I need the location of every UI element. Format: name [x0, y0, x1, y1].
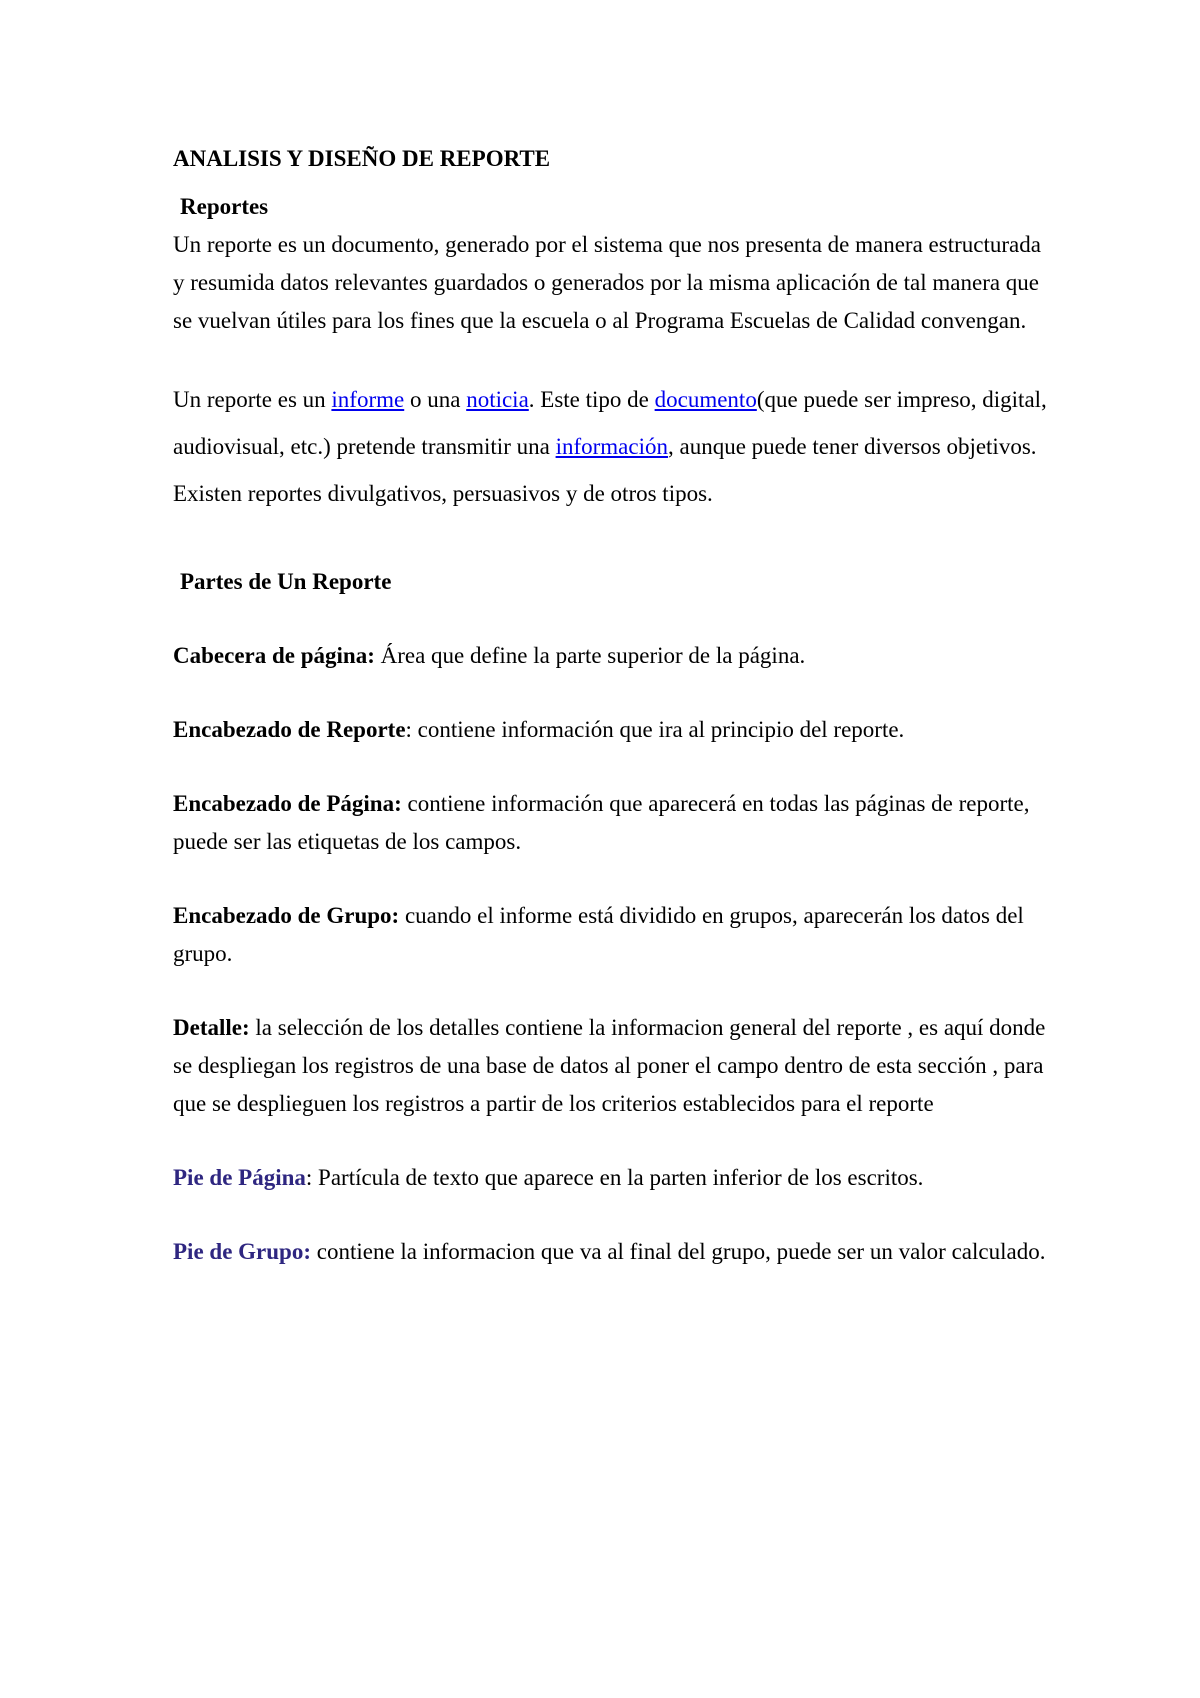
- definition-paragraph: [173, 376, 1053, 517]
- part-term: Pie de Página: [173, 1165, 306, 1190]
- link-informacion[interactable]: información: [555, 434, 668, 459]
- text-run: o una: [404, 387, 467, 412]
- text-run: . Este tipo de: [528, 387, 655, 412]
- link-informe[interactable]: informe: [331, 387, 405, 412]
- part-encabezado-pagina: [173, 785, 1053, 861]
- part-text: cuando el informe está dividido en grupos, aparecerán los datos del grupo.: [173, 903, 1024, 966]
- document-body: [173, 140, 1053, 1307]
- text-run: , aunque puede tener diversos objetivos. Existen reportes divulgativos, persuasivos y de otros tipos.: [173, 434, 1037, 506]
- part-pie-grupo: [173, 1233, 1053, 1271]
- part-term: Pie de Grupo:: [173, 1239, 311, 1264]
- part-text: contiene información que aparecerá en todas las páginas de reporte, puede ser las etiquetas de los campos.: [173, 791, 1030, 854]
- part-text: : contiene información que ira al principio del reporte.: [405, 717, 905, 742]
- part-encabezado-grupo: [173, 897, 1053, 973]
- text-run: (que puede ser impreso, digital, audiovisual, etc.) pretende transmitir una: [173, 387, 1047, 459]
- part-encabezado-reporte: [173, 711, 1053, 749]
- part-detalle: [173, 1009, 1053, 1123]
- text-run: Un reporte es un: [173, 387, 332, 412]
- part-term: Encabezado de Página:: [173, 791, 402, 816]
- part-text: Área que define la parte superior de la página.: [374, 643, 806, 668]
- part-pie-pagina: [173, 1159, 1053, 1197]
- part-text: contiene la informacion que va al final del grupo, puede ser un valor calculado.: [311, 1239, 1046, 1264]
- section-heading-partes: Partes de Un Reporte: [180, 569, 392, 594]
- part-text: la selección de los detalles contiene la informacion general del reporte , es aquí donde se despliegan los registros de una base de datos al poner el campo dentro de esta sección , para que se desplieguen los registros a partir de los criterios establecidos para el reporte: [173, 1015, 1046, 1116]
- reportes-paragraph: Un reporte es un documento, generado por el sistema que nos presenta de manera estructurada y resumida datos relevantes guardados o generados por la misma aplicación de tal manera que se vuelvan útiles para los fines que la escuela o al Programa Escuelas de Calidad convengan.: [173, 232, 1041, 333]
- part-term: Detalle:: [173, 1015, 250, 1040]
- part-term: Cabecera de página:: [173, 643, 375, 668]
- part-cabecera-pagina: [173, 637, 1053, 675]
- link-documento[interactable]: documento: [654, 387, 757, 412]
- document-title: ANALISIS Y DISEÑO DE REPORTE: [173, 146, 551, 171]
- section-heading-reportes: Reportes: [180, 194, 269, 219]
- part-text: : Partícula de texto que aparece en la parten inferior de los escritos.: [305, 1165, 924, 1190]
- part-term: Encabezado de Reporte: [173, 717, 406, 742]
- part-term: Encabezado de Grupo:: [173, 903, 400, 928]
- link-noticia[interactable]: noticia: [466, 387, 529, 412]
